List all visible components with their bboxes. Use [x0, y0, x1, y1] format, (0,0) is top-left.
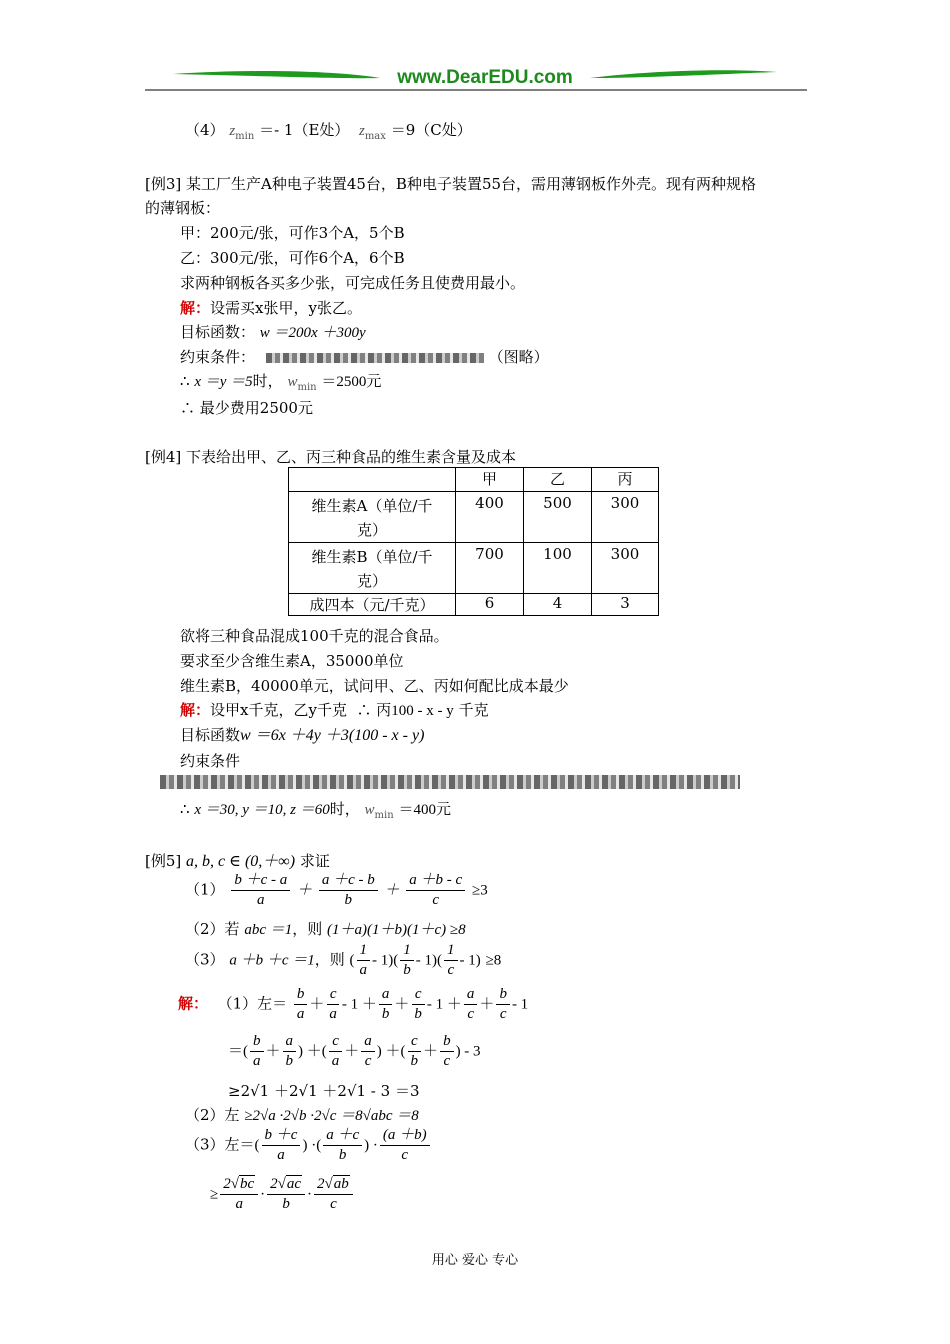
ex3-result: ∴ x ＝y ＝5时， $w_{min} =2500$元	[180, 372, 382, 393]
solution-label: 解：	[180, 701, 211, 719]
ex5-part3: （3） a ＋b ＋c ＝1，则 ( $\frac{1}{a}$ - 1)( $\frac{1}{b}$ - 1)( $\frac{1}{c}$ - 1) ≥8	[185, 942, 502, 978]
ex4-objective: 目标函数w ＝6x ＋4y ＋3(100 - x - y)	[180, 726, 425, 744]
ex3-constraints: 约束条件： （图略）	[180, 348, 549, 366]
ex5-solution-1-line2: ＝( $\frac{b}{a}$ ＋ $\frac{a}{b}$ ) ＋( $\frac{c}{a}$ ＋ $\frac{a}{c}$ ) ＋( $\frac{c}{b}$ ＋ $\frac{b}{c}$ ) - 3	[228, 1033, 481, 1069]
ex5-part1: （1） $\frac{b +c - a}{a}$ ＋ $\frac{a +c - b}{b}$ ＋ $\frac{a +b - c}{c}$ ≥3	[185, 872, 488, 908]
vitamin-table	[288, 467, 659, 616]
ex4-title: [例4] 下表给出甲、乙、丙三种食品的维生素含量及成本	[145, 448, 517, 466]
table-row: 维生素A（单位/千克） 400 500 300	[289, 492, 659, 543]
ex5-solution-2: （2）左 ≥2√a ·2√b ·2√c ＝8√abc ＝8	[185, 1106, 419, 1124]
ex3-conclusion: ∴ 最少费用2500元	[180, 399, 313, 417]
ex4-result: ∴ x ＝30, y ＝10, z ＝60时， $w_{min} =400$元	[180, 800, 451, 821]
header-logo	[145, 62, 807, 92]
ex4-line1: 欲将三种食品混成100千克的混合食品。	[180, 627, 449, 645]
ex3-objective: 目标函数： w ＝200x ＋300y	[180, 323, 366, 341]
item4-line: （4） $z_{min} =- 1(E$处） $z_{max} =9(C$处）	[185, 121, 472, 142]
ex3-question: 求两种钢板各买多少张，可完成任务且使费用最小。	[180, 274, 526, 292]
ex3-solution: 解：设需买x张甲，y张乙。	[180, 299, 362, 317]
table-row: 维生素B（单位/千克） 700 100 300	[289, 543, 659, 594]
ex5-solution-1-line3: ≥2√1 ＋2√1 ＋2√1 - 3 ＝3	[228, 1082, 420, 1100]
page-footer: 用心 爱心 专心	[431, 1253, 519, 1268]
ex4-constraints-label: 约束条件	[180, 752, 241, 770]
ex3-title: [例3] 某工厂生产A种电子装置45台，B种电子装置55台，需用薄钢板作外壳。现有两种规格	[145, 175, 757, 193]
ex5-part2: （2）若 abc ＝1，则 (1＋a)(1＋b)(1＋c) ≥8	[185, 920, 466, 938]
ex5-solution-3-line2: ≥ $\frac{2√bc}{a}$ · $\frac{2√ac}{b}$ · $\frac{2√ab}{c}$	[210, 1176, 355, 1213]
table-row: 成四本（元/千克） 6 4 3	[289, 594, 659, 616]
ex4-constraint-system-image	[160, 772, 740, 790]
ex4-line2: 要求至少含维生素A，35000单位	[180, 652, 404, 670]
ex5-solution-3: （3）左＝( $\frac{b +c}{a}$ ) ·( $\frac{a +c}{b}$ ) · $\frac{(a +b)}{c}$	[185, 1127, 432, 1164]
ex5-solution-1: 解： （1）左＝ $\frac{b}{a}$ ＋ $\frac{c}{a}$ - 1 ＋ $\frac{a}{b}$ ＋ $\frac{c}{b}$ - 1 ＋ $\frac{a}{c}$ ＋ $\frac{b}{c}$ - 1	[178, 986, 529, 1022]
header-logo-text: www.DearEDU.com	[397, 67, 573, 88]
solution-label: 解：	[180, 299, 211, 317]
ex4-line3: 维生素B，40000单元，试问甲、乙、丙如何配比成本最少	[180, 677, 569, 695]
table-header-row: 甲 乙 丙	[289, 468, 659, 492]
ex3-line-yi: 乙：300元/张，可作6个A，6个B	[180, 249, 405, 267]
ex5-title: [例5] a, b, c ∈ (0,＋∞) 求证	[145, 852, 330, 870]
solution-label: 解：	[178, 994, 209, 1013]
constraint-system-image	[266, 353, 484, 363]
ex4-solution: 解：设甲x千克，乙y千克 ∴ 丙100 - x - y 千克	[180, 701, 489, 719]
ex3-title-cont: 的薄钢板：	[145, 199, 221, 217]
ex3-line-jia: 甲：200元/张，可作3个A，5个B	[180, 224, 405, 242]
